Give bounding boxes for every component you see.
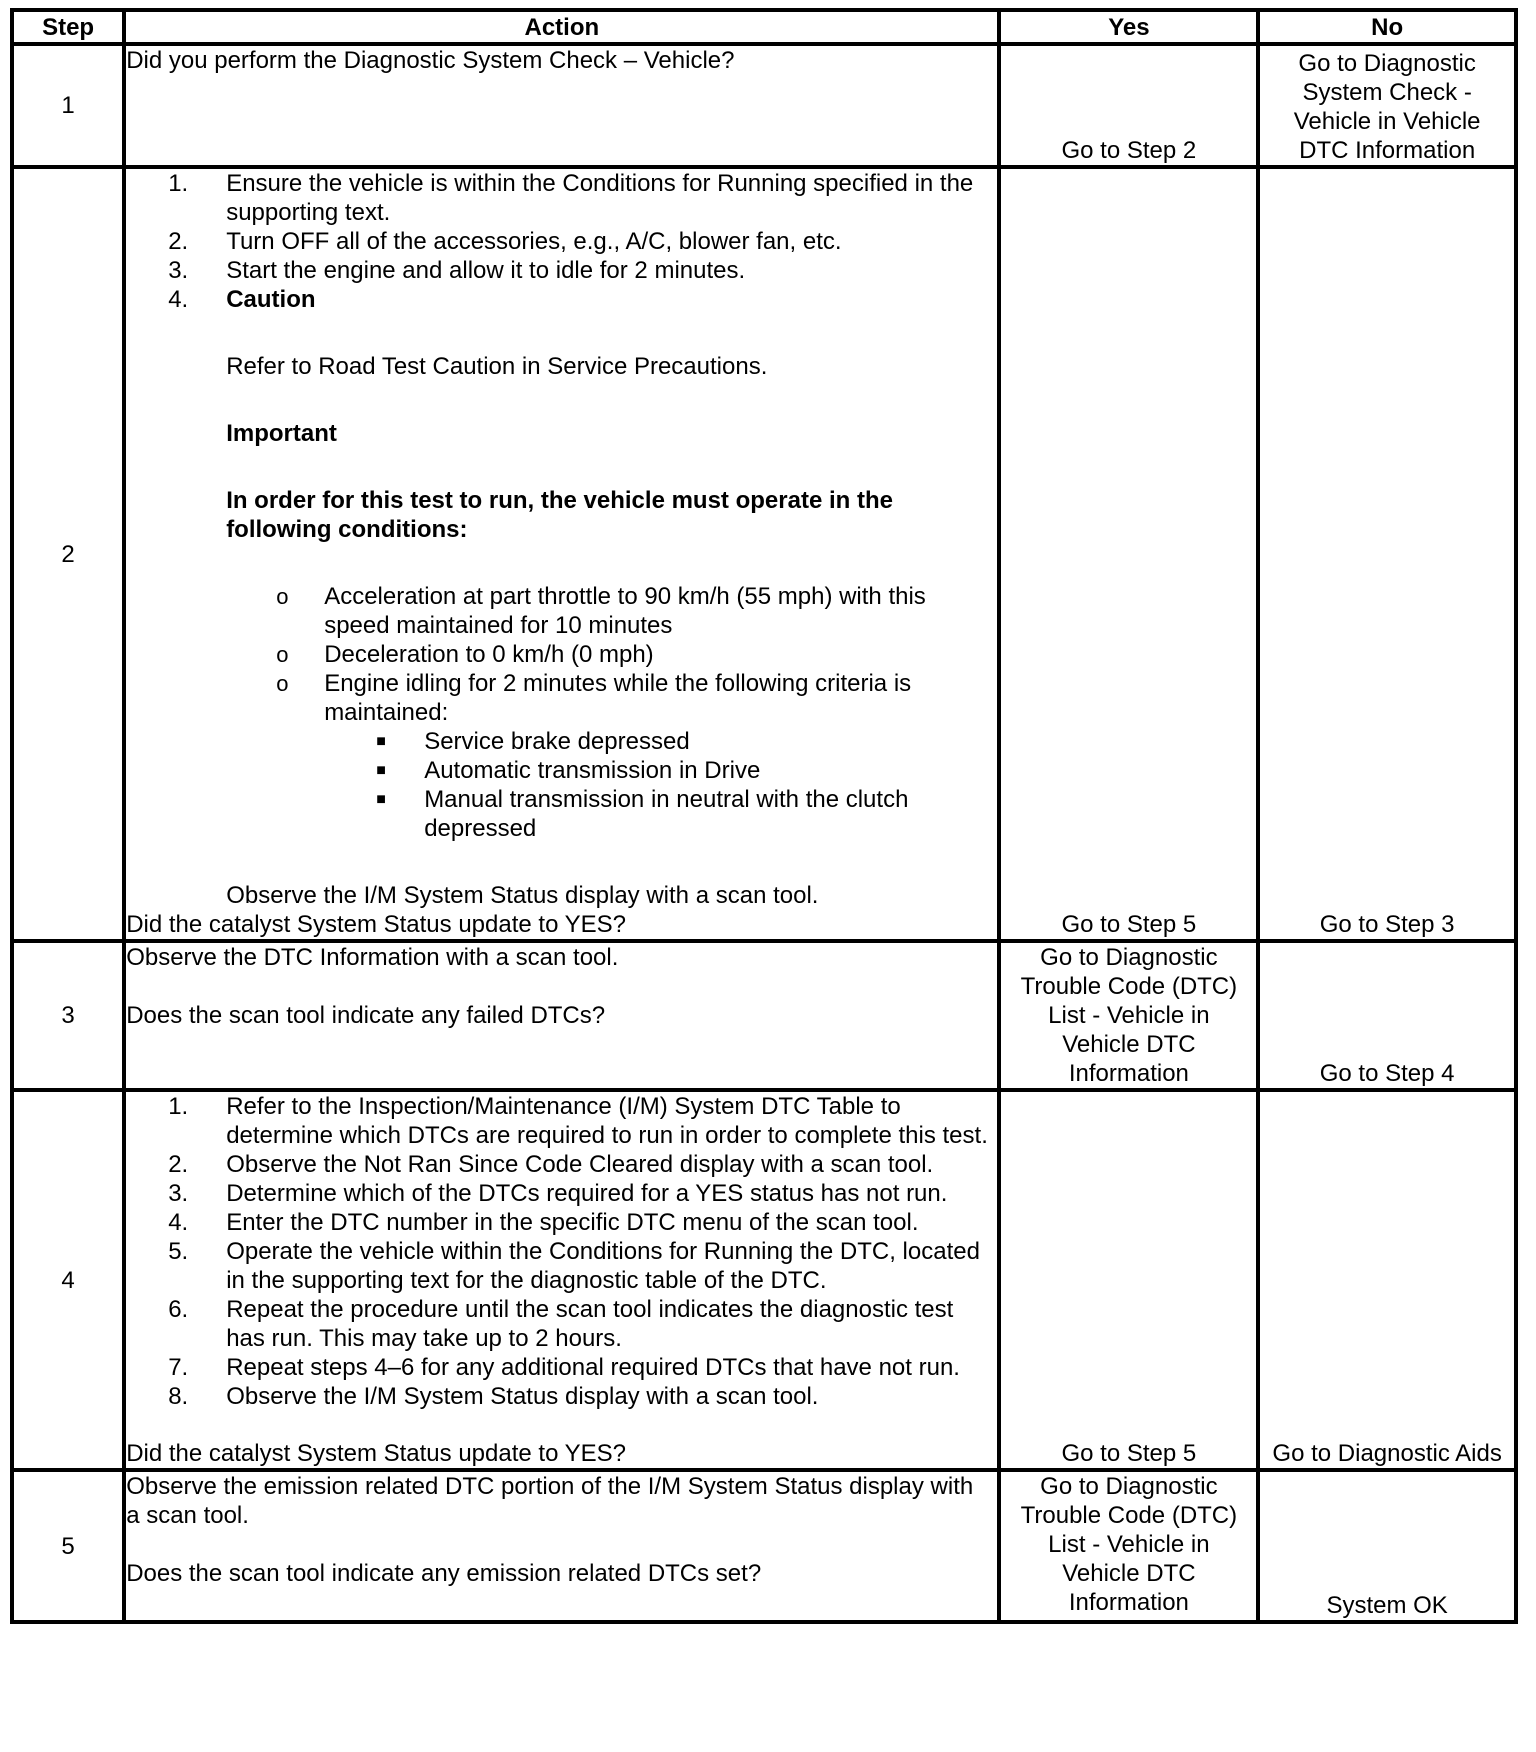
condition-item xyxy=(276,582,997,640)
criteria-text: Manual transmission in neutral with the clutch depressed xyxy=(424,786,909,842)
header-action: Action xyxy=(124,10,999,44)
action-cell xyxy=(124,44,999,167)
action-text: Observe the emission related DTC portion of the I/M System Status display with a scan tool. xyxy=(126,1473,974,1529)
condition-item xyxy=(276,669,997,727)
table-row-step-3 xyxy=(12,941,1516,1090)
list-item-text: Ensure the vehicle is within the Conditions for Running specified in the supporting text. xyxy=(226,170,974,226)
list-number: 7. xyxy=(168,1354,189,1381)
condition-text: Acceleration at part throttle to 90 km/h (55 mph) with this speed maintained for 10 minutes xyxy=(324,583,926,639)
action-cell xyxy=(124,1470,999,1622)
yes-text: Go to Diagnostic Trouble Code (DTC) List - Vehicle in Vehicle DTC Information xyxy=(1020,944,1238,1087)
list-item xyxy=(126,285,997,314)
step-number: 3 xyxy=(12,941,124,1090)
diagnostic-table xyxy=(10,8,1518,1624)
list-number: 1. xyxy=(168,170,189,197)
circle-bullet-icon: o xyxy=(276,671,289,696)
action-text: Observe the DTC Information with a scan tool. xyxy=(126,944,619,971)
criteria-item xyxy=(376,756,997,785)
list-number: 2. xyxy=(168,228,189,255)
list-item xyxy=(126,1179,997,1208)
yes-cell: Go to Step 2 xyxy=(999,44,1258,167)
no-text: Go to Diagnostic System Check - Vehicle in Vehicle DTC Information xyxy=(1293,50,1481,164)
important-heading: Important xyxy=(226,420,337,447)
no-cell: Go to Step 4 xyxy=(1258,941,1516,1090)
list-item xyxy=(126,1150,997,1179)
caution-text: Refer to Road Test Caution in Service Precautions. xyxy=(226,353,768,380)
list-item xyxy=(126,1208,997,1237)
action-question: Did you perform the Diagnostic System Check – Vehicle? xyxy=(126,47,735,74)
caution-heading: Caution xyxy=(226,286,316,313)
no-cell: Go to Step 3 xyxy=(1258,167,1516,941)
list-item xyxy=(126,256,997,285)
list-item xyxy=(126,169,997,227)
list-number: 6. xyxy=(168,1296,189,1323)
yes-cell xyxy=(999,1470,1258,1622)
list-item-text: Enter the DTC number in the specific DTC menu of the scan tool. xyxy=(226,1209,919,1236)
list-item xyxy=(126,1353,997,1382)
condition-text: Engine idling for 2 minutes while the following criteria is maintained: xyxy=(324,670,912,726)
square-bullet-icon: ■ xyxy=(376,762,386,779)
list-item-text: Repeat steps 4–6 for any additional required DTCs that have not run. xyxy=(226,1354,960,1381)
action-question: Did the catalyst System Status update to YES? xyxy=(126,1440,627,1467)
table-row-step-4 xyxy=(12,1090,1516,1470)
step-number: 4 xyxy=(12,1090,124,1470)
list-item xyxy=(126,1092,997,1150)
header-no: No xyxy=(1258,10,1516,44)
criteria-text: Service brake depressed xyxy=(424,728,690,755)
list-number: 8. xyxy=(168,1383,189,1410)
yes-text: Go to Diagnostic Trouble Code (DTC) List - Vehicle in Vehicle DTC Information xyxy=(1020,1473,1238,1616)
list-item-text: Operate the vehicle within the Conditions for Running the DTC, located in the supporting text for the diagnostic table of the DTC. xyxy=(226,1238,980,1294)
yes-cell xyxy=(999,941,1258,1090)
list-number: 2. xyxy=(168,1151,189,1178)
square-bullet-icon: ■ xyxy=(376,733,386,750)
observe-text: Observe the I/M System Status display with a scan tool. xyxy=(226,882,819,909)
condition-item xyxy=(276,640,997,669)
list-number: 4. xyxy=(168,1209,189,1236)
step-number: 2 xyxy=(12,167,124,941)
circle-bullet-icon: o xyxy=(276,642,289,667)
step-number: 5 xyxy=(12,1470,124,1622)
list-number: 3. xyxy=(168,1180,189,1207)
table-row-step-5 xyxy=(12,1470,1516,1622)
no-cell: System OK xyxy=(1258,1470,1516,1622)
yes-cell: Go to Step 5 xyxy=(999,1090,1258,1470)
list-item-text: Observe the I/M System Status display with a scan tool. xyxy=(226,1383,819,1410)
step-number: 1 xyxy=(12,44,124,167)
list-item xyxy=(126,1382,997,1411)
no-cell: Go to Diagnostic Aids xyxy=(1258,1090,1516,1470)
list-number: 1. xyxy=(168,1093,189,1120)
yes-cell: Go to Step 5 xyxy=(999,167,1258,941)
criteria-text: Automatic transmission in Drive xyxy=(424,757,761,784)
action-cell xyxy=(124,1090,999,1470)
condition-text: Deceleration to 0 km/h (0 mph) xyxy=(324,641,654,668)
list-item-text: Repeat the procedure until the scan tool indicates the diagnostic test has run. This may take up to 2 hours. xyxy=(226,1296,954,1352)
square-bullet-icon: ■ xyxy=(376,791,386,808)
table-row-step-2 xyxy=(12,167,1516,941)
table-header-row xyxy=(12,10,1516,44)
list-number: 3. xyxy=(168,257,189,284)
action-question: Did the catalyst System Status update to YES? xyxy=(126,911,627,938)
list-item-text: Observe the Not Ran Since Code Cleared display with a scan tool. xyxy=(226,1151,934,1178)
list-item-text: Start the engine and allow it to idle for 2 minutes. xyxy=(226,257,746,284)
action-question: Does the scan tool indicate any emission related DTCs set? xyxy=(126,1560,762,1587)
list-item-text: Refer to the Inspection/Maintenance (I/M) System DTC Table to determine which DTCs are required to run in order to complete this test. xyxy=(226,1093,988,1149)
no-cell xyxy=(1258,44,1516,167)
list-item xyxy=(126,227,997,256)
list-item-text: Turn OFF all of the accessories, e.g., A/C, blower fan, etc. xyxy=(226,228,842,255)
criteria-item xyxy=(376,727,997,756)
list-item xyxy=(126,1295,997,1353)
action-cell xyxy=(124,167,999,941)
circle-bullet-icon: o xyxy=(276,584,289,609)
header-step: Step xyxy=(12,10,124,44)
criteria-item xyxy=(376,785,997,843)
list-item xyxy=(126,1237,997,1295)
list-item-text: Determine which of the DTCs required for a YES status has not run. xyxy=(226,1180,948,1207)
list-number: 5. xyxy=(168,1238,189,1265)
header-yes: Yes xyxy=(999,10,1258,44)
list-number: 4. xyxy=(168,286,189,313)
action-question: Does the scan tool indicate any failed DTCs? xyxy=(126,1002,606,1029)
important-text: In order for this test to run, the vehicle must operate in the following conditions: xyxy=(226,487,893,543)
table-row-step-1 xyxy=(12,44,1516,167)
action-cell xyxy=(124,941,999,1090)
